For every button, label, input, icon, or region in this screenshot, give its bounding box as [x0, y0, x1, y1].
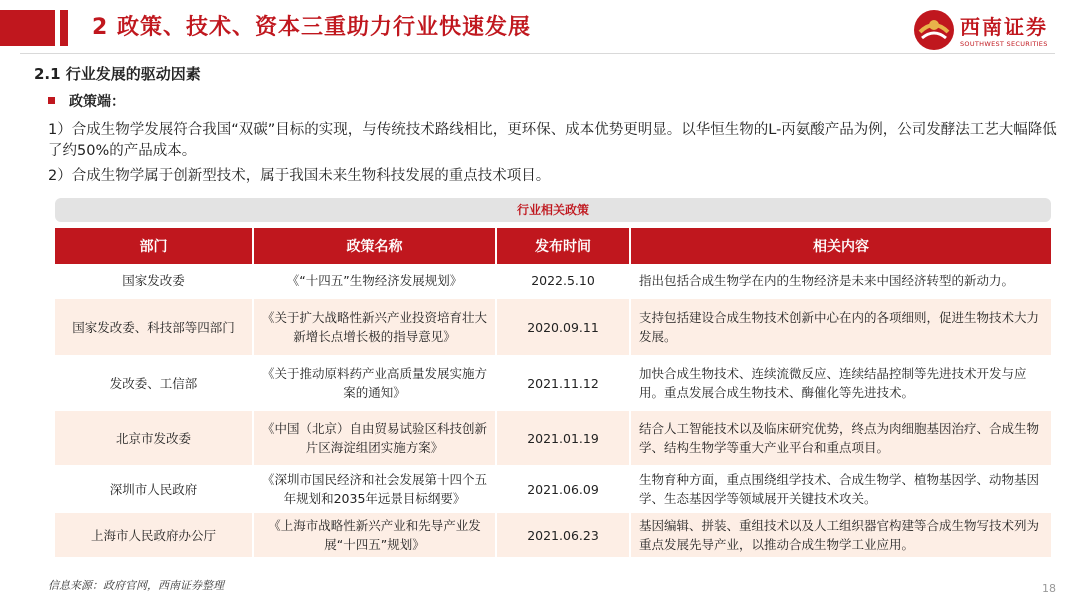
- bullet-square-icon: [48, 97, 55, 104]
- cell-policy-name: 《关于扩大战略性新兴产业投资培育壮大新增长点增长极的指导意见》: [253, 298, 496, 356]
- cell-department: 深圳市人民政府: [55, 466, 253, 512]
- cell-policy-name: 《深圳市国民经济和社会发展第十四个五年规划和2035年远景目标纲要》: [253, 466, 496, 512]
- cell-content: 指出包括合成生物学在内的生物经济是未来中国经济转型的新动力。: [630, 264, 1051, 298]
- cell-date: 2021.11.12: [496, 356, 630, 410]
- policy-table: [55, 228, 1051, 559]
- source-note: 信息来源：政府官网，西南证券整理: [48, 579, 224, 592]
- table-header-row: [55, 228, 1051, 264]
- paragraph-1: 1）合成生物学发展符合我国“双碳”目标的实现，与传统技术路线相比，更环保、成本优势更明显。以华恒生物的L-丙氨酸产品为例，公司发酵法工艺大幅降低了约50%的产品成本。: [48, 122, 1057, 159]
- cell-department: 国家发改委: [55, 264, 253, 298]
- page-title: 2 政策、技术、资本三重助力行业快速发展: [92, 15, 531, 40]
- header-policy-name: 政策名称: [253, 228, 496, 264]
- logo-icon: [912, 8, 956, 52]
- cell-policy-name: 《中国（北京）自由贸易试验区科技创新片区海淀组团实施方案》: [253, 410, 496, 466]
- cell-department: 国家发改委、科技部等四部门: [55, 298, 253, 356]
- title-bar: [0, 0, 1080, 58]
- logo-english-name: SOUTHWEST SECURITIES: [960, 40, 1048, 48]
- cell-date: 2021.06.09: [496, 466, 630, 512]
- header-department: 部门: [55, 228, 253, 264]
- table-row: [55, 356, 1051, 410]
- cell-date: 2021.01.19: [496, 410, 630, 466]
- logo-name: 西南证券: [960, 15, 1048, 39]
- table-row: [55, 466, 1051, 512]
- table-row: [55, 264, 1051, 298]
- cell-date: 2022.5.10: [496, 264, 630, 298]
- cell-date: 2021.06.23: [496, 512, 630, 558]
- cell-policy-name: 《关于推动原料药产业高质量发展实施方案的通知》: [253, 356, 496, 410]
- cell-content: 基因编辑、拼装、重组技术以及人工组织器官构建等合成生物写技术列为重点发展先导产业，以推动合成生物学工业应用。: [630, 512, 1051, 558]
- cell-date: 2020.09.11: [496, 298, 630, 356]
- bullet-heading: [48, 91, 125, 111]
- cell-content: 结合人工智能技术以及临床研究优势，终点为肉细胞基因治疗、合成生物 学、结构生物学等重大产业平台和重点项目。: [630, 410, 1051, 466]
- cell-department: 北京市发改委: [55, 410, 253, 466]
- cell-content: 生物育种方面，重点围绕组学技术、合成生物学、植物基因学、动物基因学、生态基因学等领域展开关键技术攻关。: [630, 466, 1051, 512]
- section-subtitle: 2.1 行业发展的驱动因素: [34, 65, 201, 83]
- cell-department: 发改委、工信部: [55, 356, 253, 410]
- title-accent-stripe: [60, 10, 68, 46]
- cell-department: 上海市人民政府办公厅: [55, 512, 253, 558]
- table-row: [55, 410, 1051, 466]
- table-row: [55, 298, 1051, 356]
- cell-content: 支持包括建设合成生物技术创新中心在内的各项细则，促进生物技术大力发展。: [630, 298, 1051, 356]
- title-divider: [20, 53, 1055, 54]
- header-content: 相关内容: [630, 228, 1051, 264]
- table-caption: 行业相关政策: [55, 198, 1051, 222]
- cell-policy-name: 《上海市战略性新兴产业和先导产业发展“十四五”规划》: [253, 512, 496, 558]
- page-number: 18: [1042, 582, 1056, 595]
- header-release-date: 发布时间: [496, 228, 630, 264]
- cell-policy-name: 《“十四五”生物经济发展规划》: [253, 264, 496, 298]
- table-row: [55, 512, 1051, 558]
- bullet-label: 政策端：: [69, 94, 125, 110]
- paragraph-2: 2）合成生物学属于创新型技术，属于我国未来生物科技发展的重点技术项目。: [48, 168, 551, 184]
- title-accent-block: [0, 10, 55, 46]
- cell-content: 加快合成生物技术、连续流微反应、连续结晶控制等先进技术开发与应用。重点发展合成生物技术、酶催化等先进技术。: [630, 356, 1051, 410]
- company-logo: [912, 8, 1072, 52]
